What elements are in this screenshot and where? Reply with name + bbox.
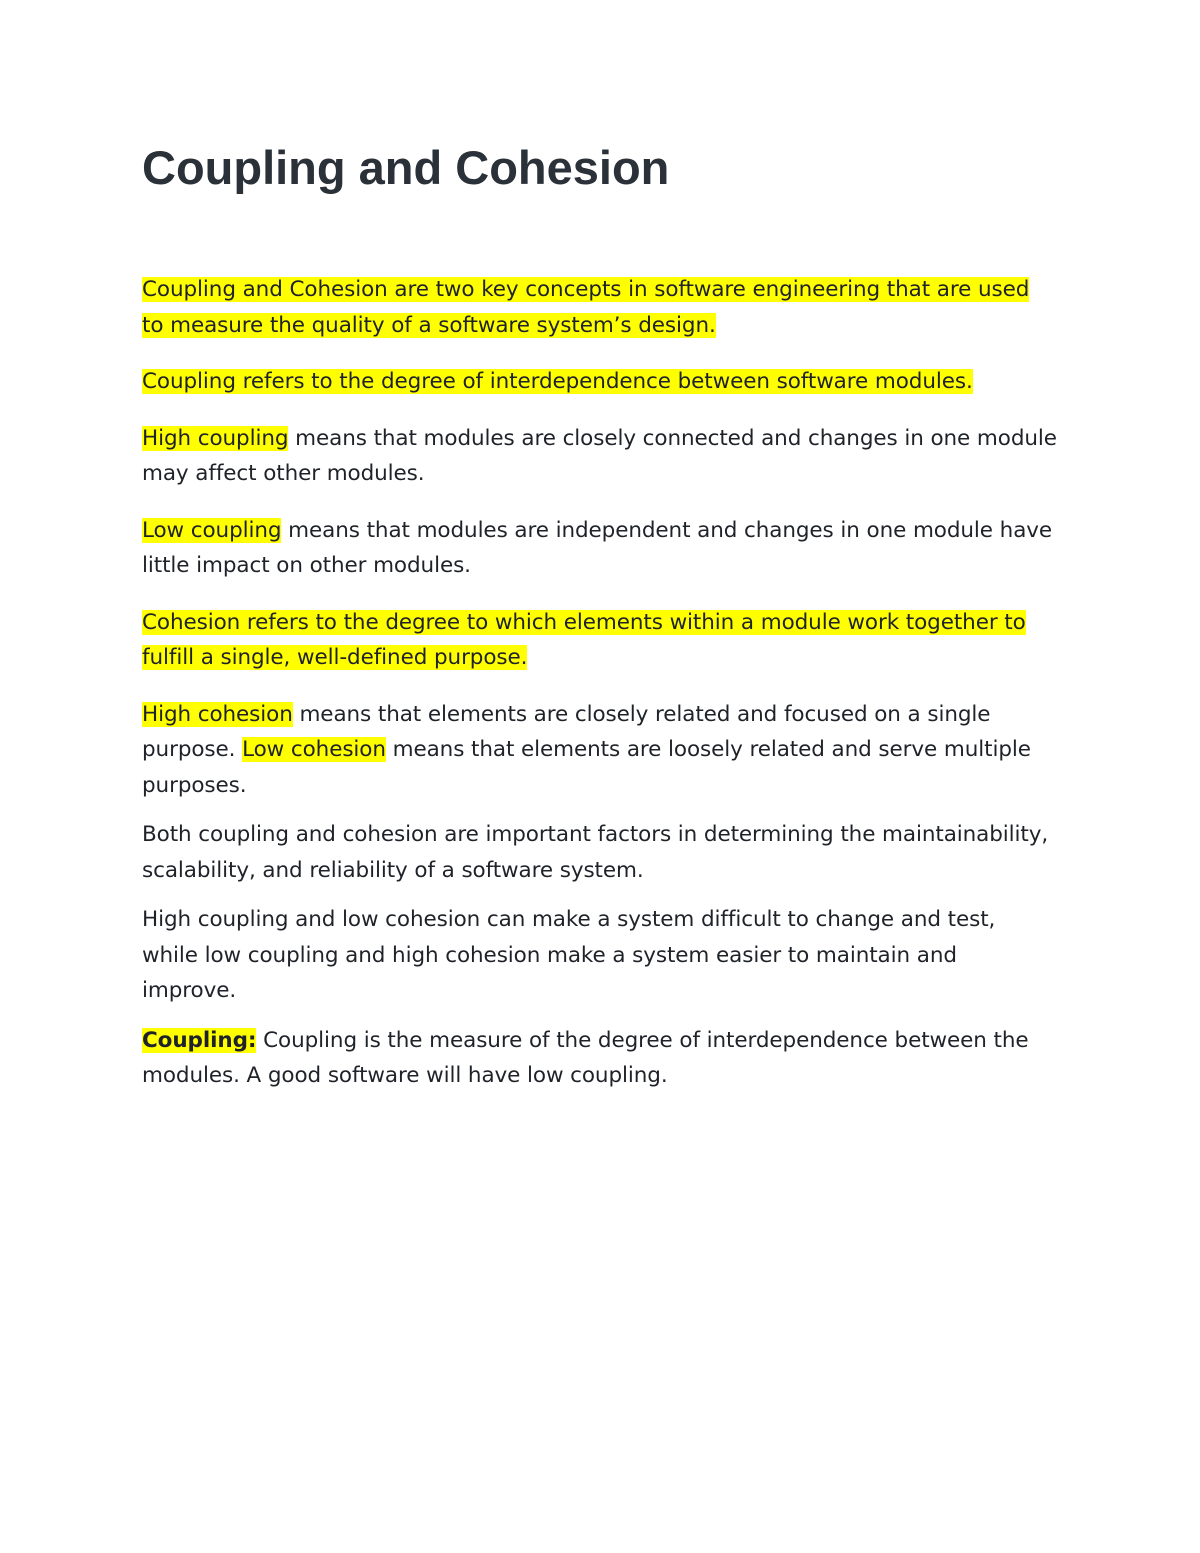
high-coupling-term: High coupling [142,425,289,451]
low-coupling-paragraph [142,513,1057,584]
coupling-definition-highlight: Coupling refers to the degree of interdependence between software modules. [142,369,973,394]
high-coupling-text: means that modules are closely connected and changes in one module may affect other modules. [142,425,1057,486]
high-cohesion-term: High cohesion [142,701,293,727]
intro-highlight: Coupling and Cohesion are two key concepts in software engineering that are used to measure the quality of a software system’s design. [142,277,1030,338]
coupling-label: Coupling: [142,1027,257,1053]
high-cohesion-text: means that elements are closely related and focused on a single purpose. [142,701,991,762]
document-body [142,138,1057,1115]
intro-paragraph [142,272,1057,343]
coupling-definition-paragraph [142,364,1057,400]
cohesion-levels-paragraph [142,697,1057,804]
cohesion-definition-highlight: Cohesion refers to the degree to which elements within a module work together to fulfill a single, well-defined purpose. [142,609,1026,670]
coupling-summary-paragraph [142,1023,1057,1094]
cohesion-definition-paragraph [142,605,1057,676]
low-coupling-term: Low coupling [142,517,282,543]
page-title: Coupling and Cohesion [142,141,670,194]
importance-paragraph: Both coupling and cohesion are important factors in determining the maintainability, scalability, and reliability of a software system. [142,822,1049,883]
low-coupling-text: means that modules are independent and changes in one module have little impact on other modules. [142,517,1053,578]
coupling-summary-text: Coupling is the measure of the degree of interdependence between the modules. A good software will have low coupling. [142,1027,1029,1088]
low-cohesion-term: Low cohesion [242,737,386,762]
high-coupling-paragraph [142,421,1057,492]
tradeoff-paragraph: High coupling and low cohesion can make a system difficult to change and test, while low coupling and high cohesion make a system easier to maintain and improve. [142,907,996,1003]
low-cohesion-text: means that elements are loosely related and serve multiple purposes. [142,737,1031,798]
